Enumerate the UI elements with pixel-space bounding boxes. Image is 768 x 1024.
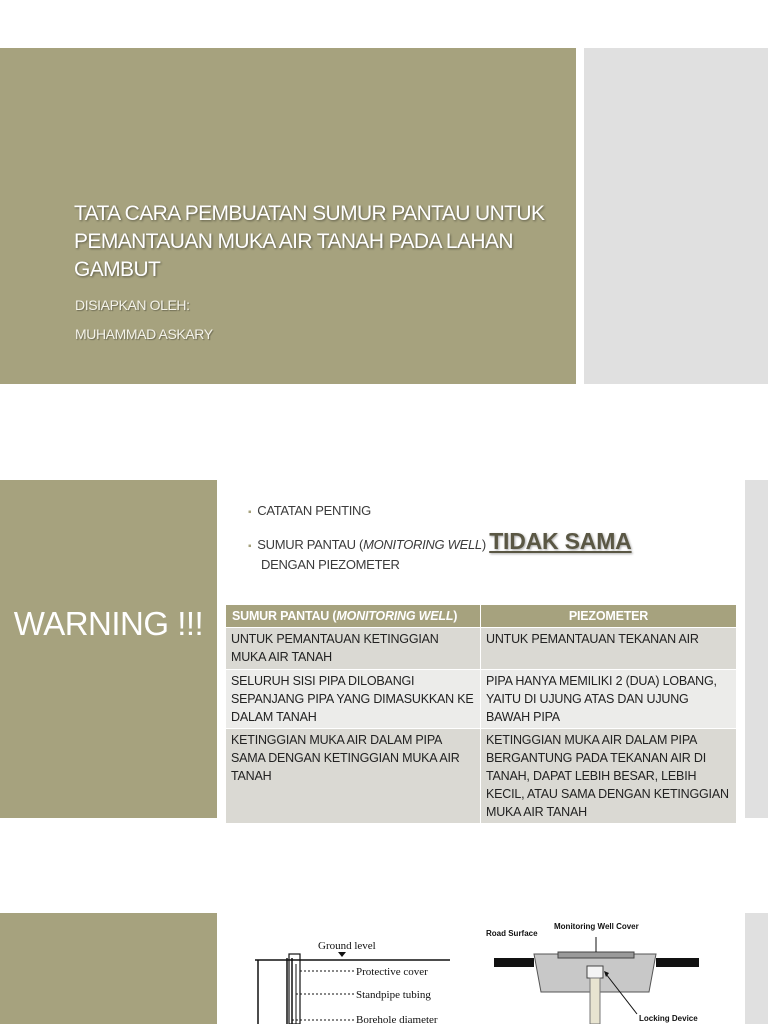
table-cell: UNTUK PEMANTAUAN KETINGGIAN MUKA AIR TANAH (226, 628, 481, 670)
bullet-not-same (248, 528, 718, 574)
label-well-cover: Monitoring Well Cover (554, 922, 639, 931)
label-ground-level: Ground level (318, 940, 376, 952)
label-standpipe-tubing: Standpipe tubing (356, 989, 431, 1001)
table-row (226, 628, 737, 670)
title-slide-side-panel (584, 48, 768, 384)
label-protective-cover: Protective cover (356, 966, 428, 978)
header-piezometer: PIEZOMETER (481, 605, 737, 628)
bullet-important-note (248, 502, 371, 522)
slide3-left-panel (0, 913, 217, 1024)
table-row (226, 670, 737, 729)
bullet-text-italic: MONITORING WELL (363, 537, 482, 552)
bullet-dot-icon: ▪ (248, 507, 252, 518)
slide3-side-bar (745, 913, 768, 1024)
label-locking-device: Locking Device (639, 1014, 698, 1023)
diagram-lines (494, 937, 699, 1024)
bullet-text-a: SUMUR PANTAU ( (257, 537, 364, 552)
label-road-surface: Road Surface (486, 929, 538, 938)
comparison-table (225, 604, 737, 824)
author-name: MUHAMMAD ASKARY (75, 326, 213, 342)
monitoring-well-cover-diagram (484, 918, 706, 1024)
header-monitoring-well: SUMUR PANTAU (MONITORING WELL) (226, 605, 481, 628)
table-cell: KETINGGIAN MUKA AIR DALAM PIPA BERGANTUNG PADA TEKANAN AIR DI TANAH, DAPAT LEBIH BESAR, LEBIH KECIL, ATAU SAMA DENGAN KETINGGIAN MUKA AIR TANAH (481, 729, 737, 824)
emphasis-not-same: TIDAK SAMA (489, 528, 632, 554)
prepared-by-label: DISIAPKAN OLEH: (75, 297, 190, 313)
table-cell: KETINGGIAN MUKA AIR DALAM PIPA SAMA DENGAN KETINGGIAN MUKA AIR TANAH (226, 729, 481, 824)
bullet-text-c: DENGAN PIEZOMETER (261, 557, 400, 572)
table-cell: SELURUH SISI PIPA DILOBANGI SEPANJANG PIPA YANG DIMASUKKAN KE DALAM TANAH (226, 670, 481, 729)
label-borehole-diameter: Borehole diameter (356, 1014, 438, 1024)
table-cell: PIPA HANYA MEMILIKI 2 (DUA) LOBANG, YAITU DI UJUNG ATAS DAN UJUNG BAWAH PIPA (481, 670, 737, 729)
warning-heading: WARNING !!! (13, 605, 204, 642)
standpipe-diagram (250, 930, 460, 1024)
warning-panel (0, 480, 217, 818)
bullet-text: CATATAN PENTING (257, 503, 371, 518)
slide2-side-bar (745, 480, 768, 818)
bullet-dot-icon: ▪ (248, 541, 252, 552)
table-cell: UNTUK PEMANTAUAN TEKANAN AIR (481, 628, 737, 670)
table-header-row (226, 605, 737, 628)
slide-title: TATA CARA PEMBUATAN SUMUR PANTAU UNTUK PEMANTAUAN MUKA AIR TANAH PADA LAHAN GAMBUT (74, 202, 545, 281)
table-row (226, 729, 737, 824)
bullet-text-b: ) (481, 537, 486, 552)
